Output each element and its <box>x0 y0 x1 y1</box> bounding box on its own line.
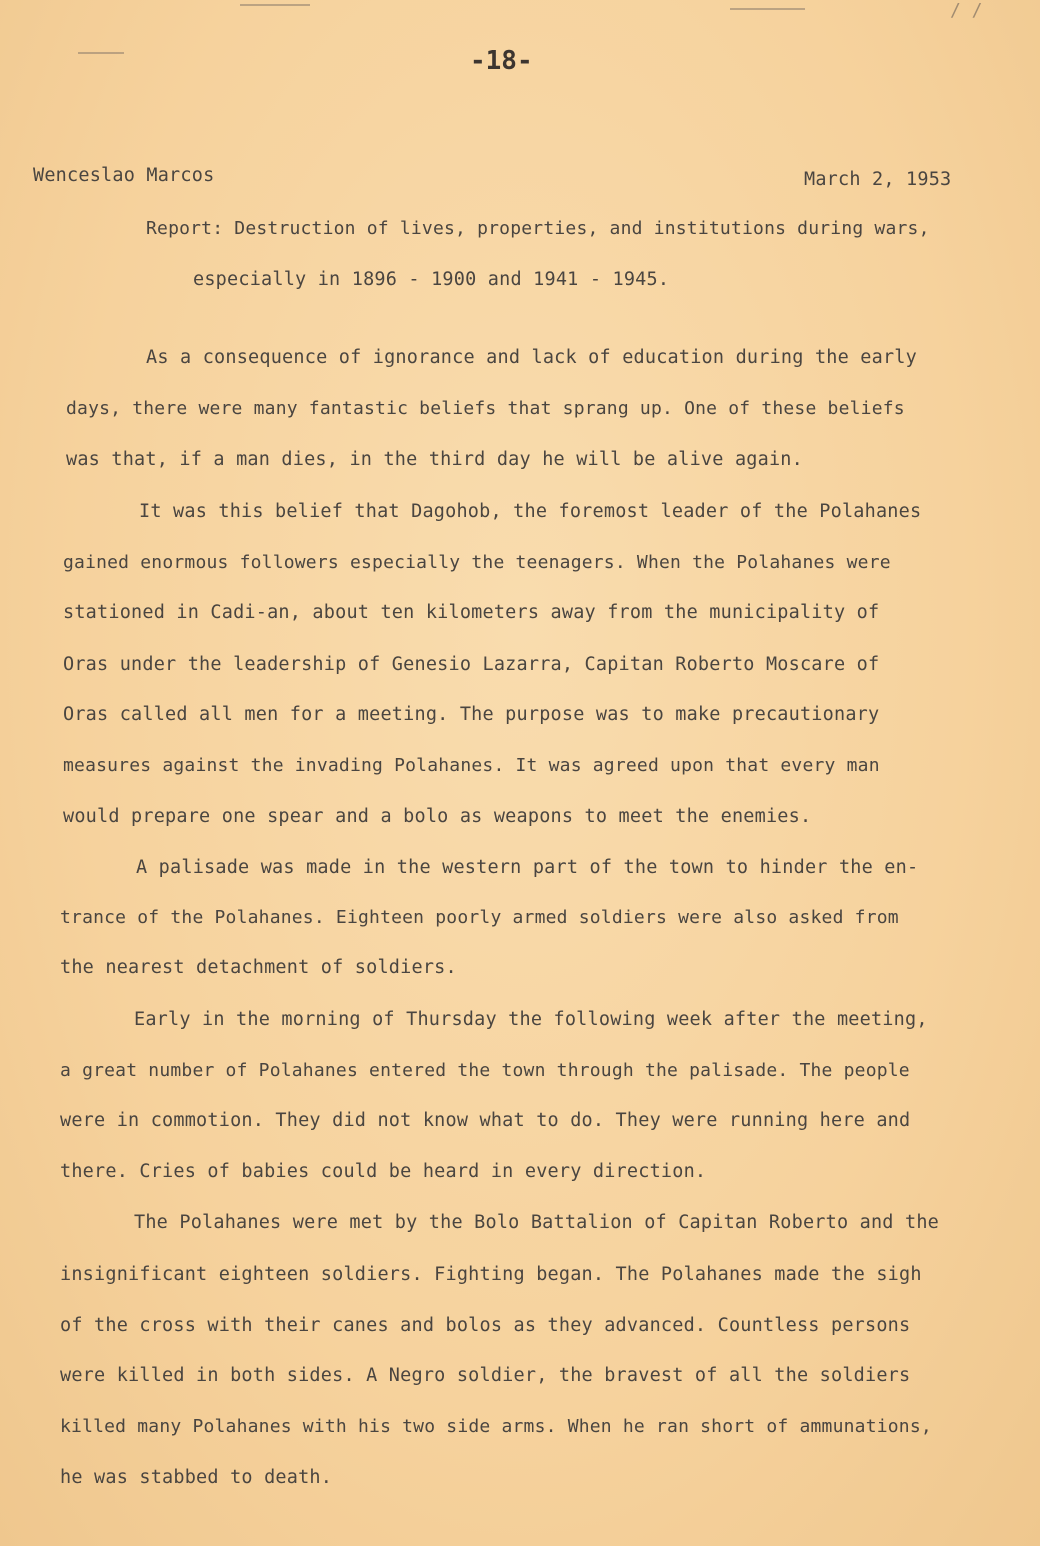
body-line: a great number of Polahanes entered the town through the palisade. The people <box>60 1060 910 1081</box>
body-line: killed many Polahanes with his two side arms. When he ran short of ammunations, <box>60 1416 932 1437</box>
body-line: were in commotion. They did not know what to do. They were running here and <box>60 1110 911 1131</box>
body-line: were killed in both sides. A Negro soldier, the bravest of all the soldiers <box>60 1365 911 1386</box>
body-line: As a consequence of ignorance and lack of education during the early <box>146 347 917 368</box>
report-title-line-2: especially in 1896 - 1900 and 1941 - 1945. <box>193 269 670 290</box>
page-number: -18- <box>470 46 533 76</box>
top-stray-mark <box>730 8 805 10</box>
report-title-line-1: Report: Destruction of lives, properties, and institutions during wars, <box>146 218 930 239</box>
body-line: there. Cries of babies could be heard in every direction. <box>60 1161 707 1182</box>
body-line: The Polahanes were met by the Bolo Battalion of Capitan Roberto and the <box>134 1212 939 1233</box>
body-line: he was stabbed to death. <box>60 1467 333 1488</box>
body-line: Early in the morning of Thursday the following week after the meeting, <box>134 1009 928 1030</box>
body-line: was that, if a man dies, in the third day he will be alive again. <box>66 449 803 470</box>
corner-pencil-mark: / / <box>950 0 983 21</box>
report-date: March 2, 1953 <box>804 169 952 190</box>
body-line: of the cross with their canes and bolos as they advanced. Countless persons <box>60 1315 911 1336</box>
body-line: Oras under the leadership of Genesio Lazarra, Capitan Roberto Moscare of <box>63 654 880 675</box>
body-line: would prepare one spear and a bolo as weapons to meet the enemies. <box>63 806 812 827</box>
body-line: measures against the invading Polahanes. It was agreed upon that every man <box>63 755 880 776</box>
top-stray-mark <box>240 4 310 6</box>
body-line: Oras called all men for a meeting. The purpose was to make precautionary <box>63 704 880 725</box>
body-line: It was this belief that Dagohob, the foremost leader of the Polahanes <box>139 501 922 522</box>
body-line: the nearest detachment of soldiers. <box>60 957 457 978</box>
left-stray-mark <box>78 52 124 54</box>
body-line: stationed in Cadi-an, about ten kilometers away from the municipality of <box>63 602 880 623</box>
body-line: insignificant eighteen soldiers. Fighting began. The Polahanes made the sigh <box>60 1264 922 1285</box>
body-line: days, there were many fantastic beliefs that sprang up. One of these beliefs <box>66 398 905 419</box>
body-line: gained enormous followers especially the teenagers. When the Polahanes were <box>63 552 891 573</box>
body-line: trance of the Polahanes. Eighteen poorly armed soldiers were also asked from <box>60 907 899 928</box>
author-name: Wenceslao Marcos <box>33 165 215 186</box>
body-line: A palisade was made in the western part of the town to hinder the en- <box>136 857 919 878</box>
